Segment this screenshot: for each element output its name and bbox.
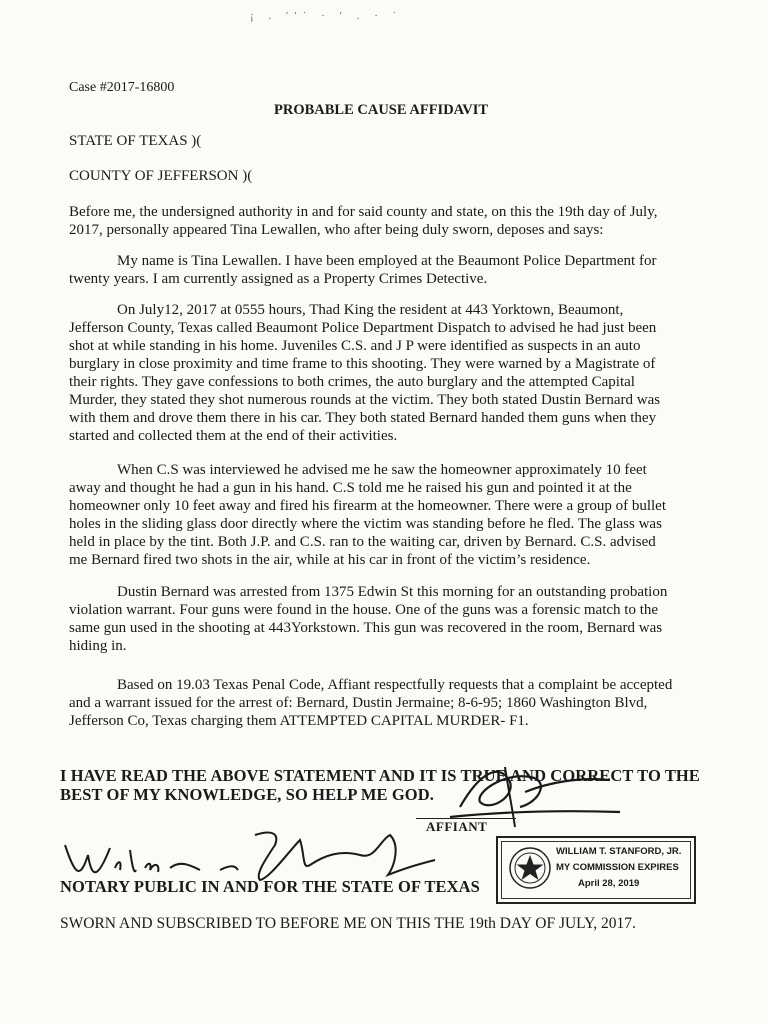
para-line: their rights. They gave confessions to both crimes, the auto burglary and the attempted Capital (69, 374, 635, 390)
notary-line: NOTARY PUBLIC IN AND FOR THE STATE OF TEXAS (60, 877, 480, 896)
para-line: Murder, they stated they shot numerous rounds at the victim. They both stated Dustin Bernard was (69, 392, 661, 408)
para-line: holes in the sliding glass door directly where the victim was standing before he fled. The glass was (69, 516, 662, 532)
para-line: away and thought he had a gun in his hand. C.S told me he raised his gun and pointed it at the (69, 480, 632, 496)
case-number: Case #2017-16800 (69, 80, 175, 95)
seal-name: WILLIAM T. STANFORD, JR. (556, 846, 682, 857)
para-line: My name is Tina Lewallen. I have been employed at the Beaumont Police Department for (117, 253, 657, 269)
declaration-line: BEST OF MY KNOWLEDGE, SO HELP ME GOD. (60, 785, 434, 804)
seal-date: April 28, 2019 (578, 878, 640, 889)
para-line: hiding in. (69, 638, 127, 654)
para-line: with them and drove them there in his car. They both stated Bernard handed them guns when they (69, 410, 657, 426)
para-line: On July12, 2017 at 0555 hours, Thad King the resident at 443 Yorktown, Beaumont, (117, 302, 624, 318)
para-line: same gun used in the shooting at 443Yorkstown. This gun was recovered in the room, Bernard was (69, 620, 663, 636)
state-line: STATE OF TEXAS )( (69, 133, 202, 149)
para-line: me Bernard fired two shots in the air, while at his car in front of the victim’s residence. (69, 552, 591, 568)
para-line: held in place by the tint. Both J.P. and C.S. ran to the waiting car, driven by Bernard. C.S. advised (69, 534, 656, 550)
seal-commission: MY COMMISSION EXPIRES (556, 862, 679, 873)
notary-seal (496, 836, 696, 904)
para-line: violation warrant. Four guns were found in the house. One of the guns was a forensic match to the (69, 602, 659, 618)
county-line: COUNTY OF JEFFERSON )( (69, 168, 253, 184)
header-marks: ¡ . ′′˙ · ′ . · ˙ (250, 10, 403, 22)
para-line: started and collected them at the end of their activities. (69, 428, 398, 444)
para-line: burglary in close proximity and time frame to this shooting. They were warned by a Magistrate of (69, 356, 656, 372)
affiant-label: AFFIANT (426, 819, 488, 834)
para-line: homeowner only 10 feet away and fired his firearm at the homeowner. There were a group of bullet (69, 498, 667, 514)
star-seal-icon (508, 846, 552, 890)
para-line: twenty years. I am currently assigned as a Property Crimes Detective. (69, 271, 488, 287)
intro-line: 2017, personally appeared Tina Lewallen, who after being duly sworn, deposes and says: (69, 222, 604, 238)
para-line: shot at while standing in his home. Juveniles C.S. and J P were identified as suspects in an auto (69, 338, 641, 354)
para-line: When C.S was interviewed he advised me he saw the homeowner approximately 10 feet (117, 462, 647, 478)
document-title: PROBABLE CAUSE AFFIDAVIT (274, 102, 489, 118)
declaration-line: I HAVE READ THE ABOVE STATEMENT AND IT IS TRUE AND CORRECT TO THE (60, 766, 700, 785)
sworn-line: SWORN AND SUBSCRIBED TO BEFORE ME ON THIS THE 19th DAY OF JULY, 2017. (60, 915, 636, 932)
para-line: Dustin Bernard was arrested from 1375 Edwin St this morning for an outstanding probation (117, 584, 668, 600)
para-line: and a warrant issued for the arrest of: Bernard, Dustin Jermaine; 8-6-95; 1860 Washington Blvd, (69, 695, 648, 711)
para-line: Based on 19.03 Texas Penal Code, Affiant respectfully requests that a complaint be accepted (117, 677, 673, 693)
para-line: Jefferson County, Texas called Beaumont Police Department Dispatch to advised he had just been (69, 320, 657, 336)
intro-line: Before me, the undersigned authority in and for said county and state, on this the 19th day of July, (69, 204, 658, 220)
para-line: Jefferson Co, Texas charging them ATTEMPTED CAPITAL MURDER- F1. (69, 713, 529, 729)
